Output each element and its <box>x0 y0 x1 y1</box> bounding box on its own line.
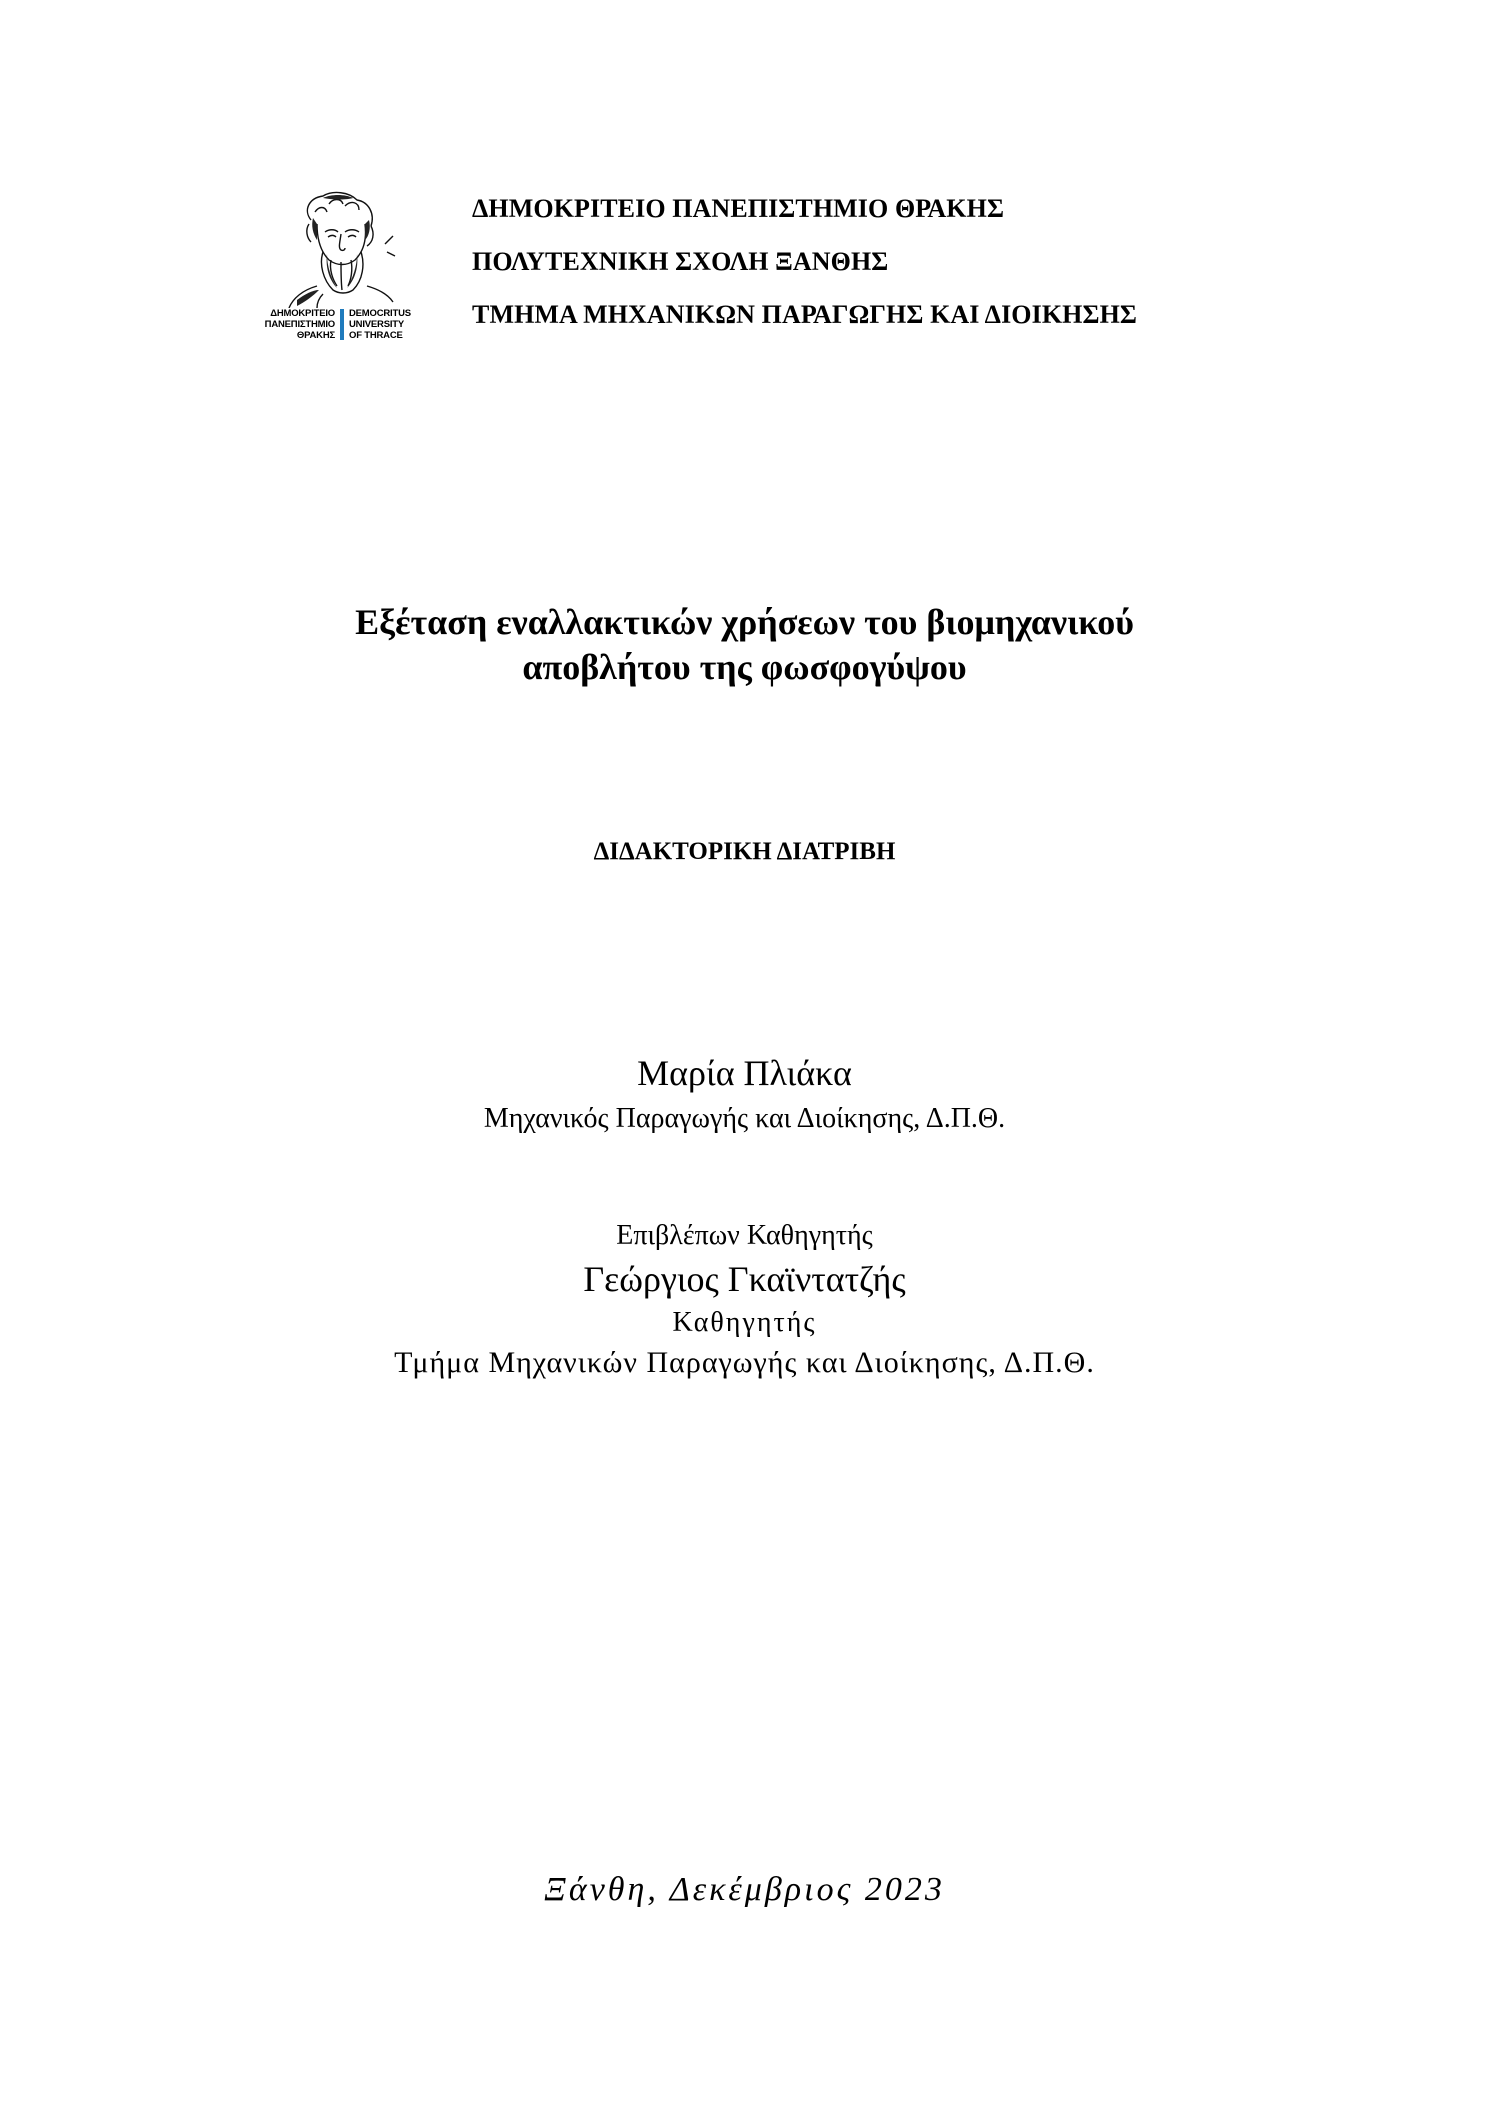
logo-caption-english <box>349 308 429 341</box>
logo-caption-line: ΠΑΝΕΠΙΣΤΗΜΙΟ <box>264 319 335 330</box>
logo-caption <box>253 308 428 348</box>
thesis-title-line-2: αποβλήτου της φωσφογύψου <box>522 647 967 687</box>
supervisor-name: Γεώργιος Γκαϊντατζής <box>583 1259 906 1299</box>
university-name: ΔΗΜΟΚΡΙΤΕΙΟ ΠΑΝΕΠΙΣΤΗΜΙΟ ΘΡΑΚΗΣ <box>472 194 1005 223</box>
logo-caption-line: DEMOCRITUS <box>349 308 411 319</box>
author-name: Μαρία Πλιάκα <box>637 1053 852 1093</box>
logo-caption-line: ΘΡΑΚΗΣ <box>296 330 335 341</box>
logo-caption-line: UNIVERSITY <box>349 319 405 330</box>
supervisor-title: Καθηγητής <box>672 1307 817 1338</box>
supervisor-department: Τμήμα Μηχανικών Παραγωγής και Διοίκησης, Δ.Π.Θ. <box>394 1346 1095 1379</box>
author-affiliation: Μηχανικός Παραγωγής και Διοίκησης, Δ.Π.Θ. <box>483 1103 1006 1134</box>
department-name: ΤΜΗΜΑ ΜΗΧΑΝΙΚΩΝ ΠΑΡΑΓΩΓΗΣ ΚΑΙ ΔΙΟΙΚΗΣΗΣ <box>472 300 1137 329</box>
logo-divider-bar <box>340 309 344 340</box>
place-and-date: Ξάνθη, Δεκέμβριος 2023 <box>544 1871 945 1908</box>
institution-header <box>472 196 1137 355</box>
supervisor-role: Επιβλέπων Καθηγητής <box>616 1220 873 1251</box>
thesis-title-line-1: Εξέταση εναλλακτικών χρήσεων του βιομηχανικού <box>355 602 1134 642</box>
university-logo <box>253 190 428 345</box>
logo-caption-line: OF THRACE <box>349 330 403 341</box>
thesis-title <box>0 600 1489 690</box>
logo-caption-line: ΔΗΜΟΚΡΙΤΕΙΟ <box>270 308 335 319</box>
school-name: ΠΟΛΥΤΕΧΝΙΚΗ ΣΧΟΛΗ ΞΑΝΘΗΣ <box>472 247 889 276</box>
democritus-bust-icon <box>253 190 428 308</box>
document-type: ΔΙΔΑΚΤΟΡΙΚΗ ΔΙΑΤΡΙΒΗ <box>593 838 896 865</box>
logo-caption-greek <box>253 308 335 341</box>
